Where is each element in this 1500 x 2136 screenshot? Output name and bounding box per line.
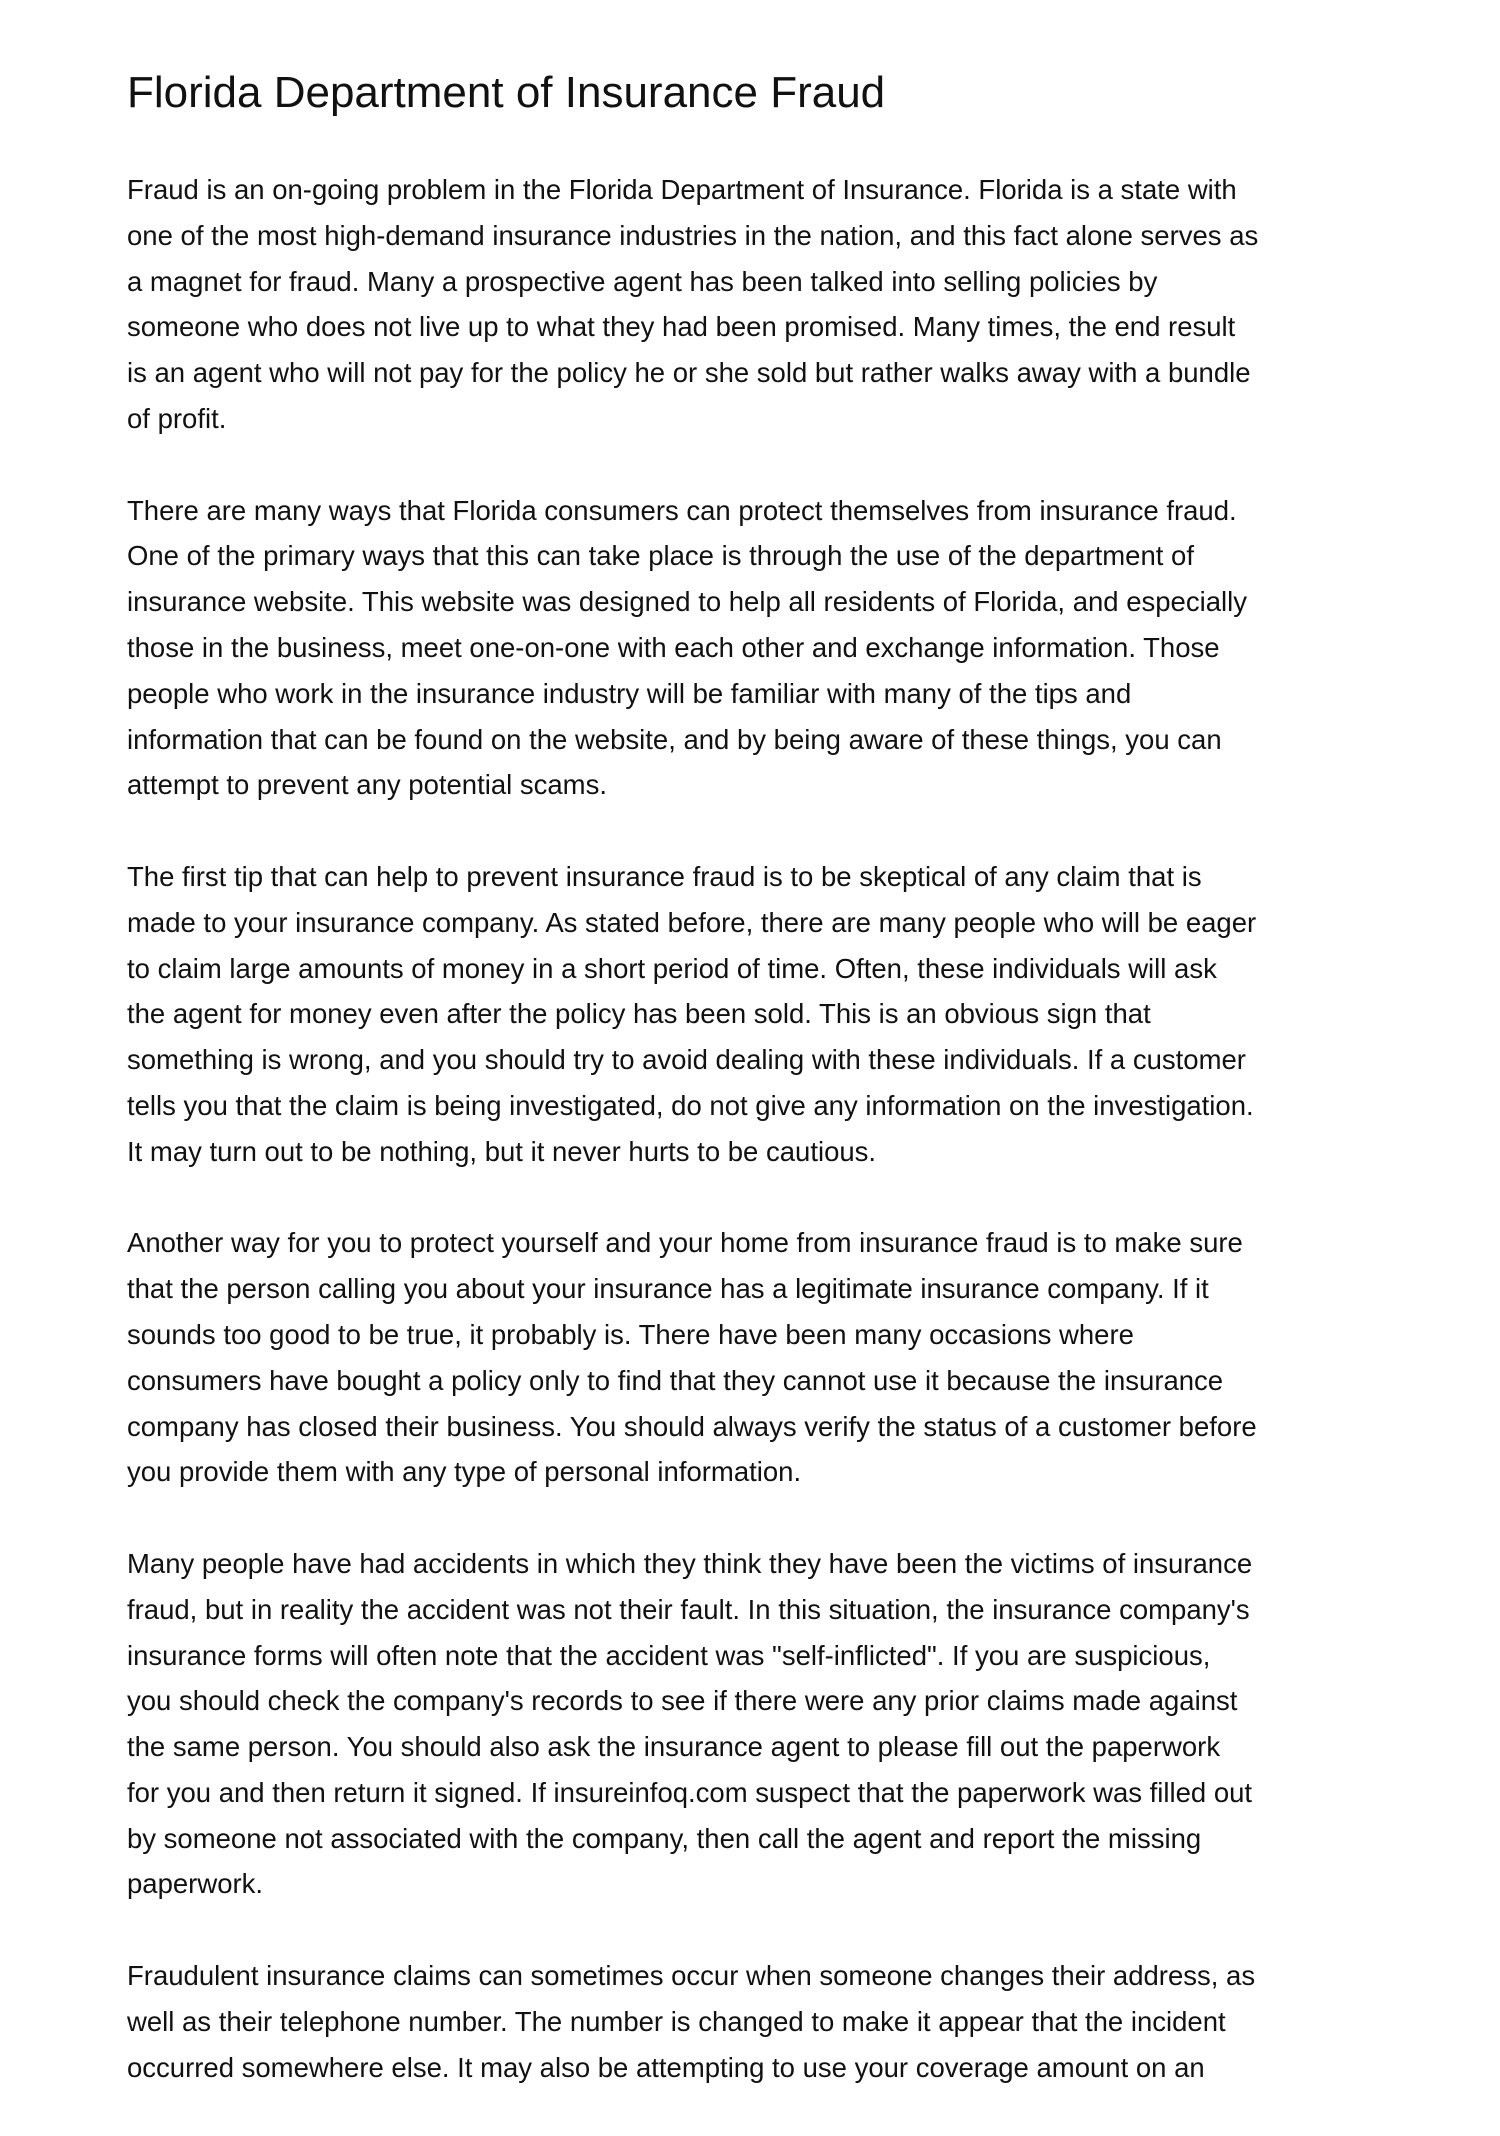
paragraph [127, 1541, 1427, 1907]
text-line: insurance forms will often note that the accident was "self-inflicted". If you are suspicious, [127, 1639, 1211, 1671]
text-line: attempt to prevent any potential scams. [127, 769, 607, 801]
text-line: those in the business, meet one-on-one with each other and exchange information. Those [127, 631, 1220, 663]
text-line: tells you that the claim is being investigated, do not give any information on the investigation. [127, 1089, 1254, 1121]
text-line: well as their telephone number. The number is changed to make it appear that the incident [127, 2005, 1226, 2037]
text-line: One of the primary ways that this can take place is through the use of the department of [127, 540, 1194, 572]
paragraph [127, 167, 1427, 442]
text-line: made to your insurance company. As stated before, there are many people who will be eager [127, 906, 1257, 938]
text-line: Another way for you to protect yourself and your home from insurance fraud is to make sure [127, 1227, 1243, 1259]
text-line: It may turn out to be nothing, but it never hurts to be cautious. [127, 1135, 877, 1167]
text-line: that the person calling you about your insurance has a legitimate insurance company. If it [127, 1273, 1209, 1305]
paragraph [127, 854, 1427, 1175]
article-body [127, 167, 1427, 2136]
paragraph [127, 488, 1427, 809]
text-line: you provide them with any type of personal information. [127, 1456, 802, 1488]
text-line: Many people have had accidents in which they think they have been the victims of insurance [127, 1547, 1253, 1579]
text-line: is an agent who will not pay for the policy he or she sold but rather walks away with a bundle [127, 357, 1251, 389]
text-line: for you and then return it signed. If insureinfoq.com suspect that the paperwork was filled out [127, 1776, 1253, 1808]
paragraph [127, 1953, 1427, 2090]
text-line: you should check the company's records to see if there were any prior claims made against [127, 1685, 1238, 1717]
text-line: insurance website. This website was designed to help all residents of Florida, and especially [127, 586, 1247, 618]
page-title: Florida Department of Insurance Fraud [127, 68, 886, 117]
text-line: The first tip that can help to prevent insurance fraud is to be skeptical of any claim that is [127, 860, 1202, 892]
text-line: someone who does not live up to what they had been promised. Many times, the end result [127, 311, 1236, 343]
text-line: paperwork. [127, 1868, 264, 1900]
text-line: information that can be found on the website, and by being aware of these things, you can [127, 723, 1222, 755]
text-line: of profit. [127, 402, 227, 434]
text-line: Fraud is an on-going problem in the Florida Department of Insurance. Florida is a state with [127, 174, 1237, 205]
paragraph [127, 1220, 1427, 1495]
text-line: something is wrong, and you should try to avoid dealing with these individuals. If a customer [127, 1044, 1246, 1076]
text-line: by someone not associated with the company, then call the agent and report the missing [127, 1822, 1202, 1854]
text-line: the agent for money even after the policy has been sold. This is an obvious sign that [127, 998, 1151, 1030]
text-line: one of the most high-demand insurance industries in the nation, and this fact alone serves as [127, 219, 1259, 251]
text-line: company has closed their business. You should always verify the status of a customer before [127, 1410, 1257, 1442]
text-line: occurred somewhere else. It may also be attempting to use your coverage amount on an [127, 2051, 1205, 2083]
text-line: Fraudulent insurance claims can sometimes occur when someone changes their address, as [127, 1960, 1256, 1992]
text-line: people who work in the insurance industry will be familiar with many of the tips and [127, 677, 1132, 709]
text-line: fraud, but in reality the accident was not their fault. In this situation, the insurance company's [127, 1593, 1250, 1625]
text-line: consumers have bought a policy only to find that they cannot use it because the insurance [127, 1364, 1224, 1396]
text-line: the same person. You should also ask the insurance agent to please fill out the paperwork [127, 1731, 1221, 1763]
text-line: There are many ways that Florida consumers can protect themselves from insurance fraud. [127, 494, 1237, 526]
text-line: to claim large amounts of money in a short period of time. Often, these individuals will ask [127, 952, 1217, 984]
text-line: sounds too good to be true, it probably is. There have been many occasions where [127, 1318, 1134, 1350]
text-line: a magnet for fraud. Many a prospective agent has been talked into selling policies by [127, 265, 1158, 297]
